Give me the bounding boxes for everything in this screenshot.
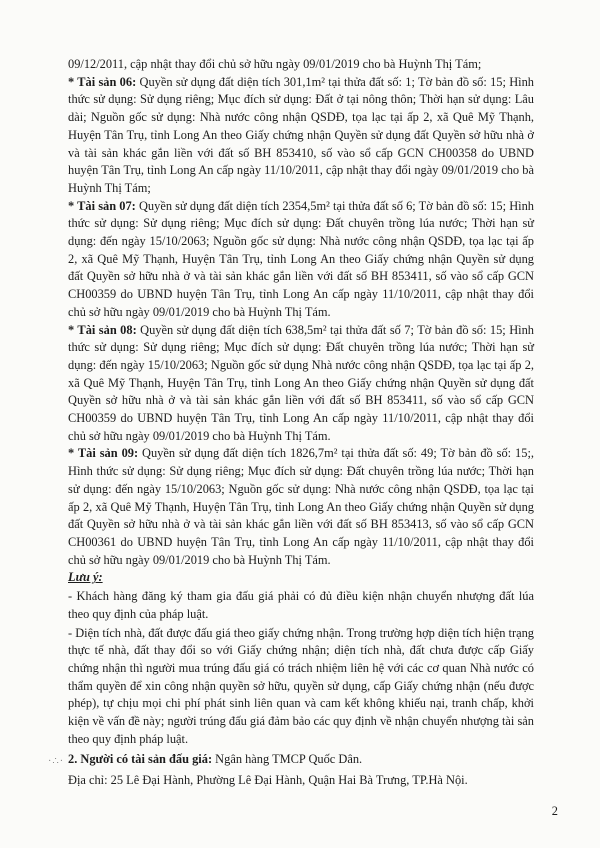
auction-owner-address: Địa chỉ: 25 Lê Đại Hành, Phường Lê Đại Hành, Quận Hai Bà Trưng, TP.Hà Nội. [68, 773, 468, 788]
asset-08 [68, 322, 534, 446]
asset-09-text: Quyền sử dụng đất diện tích 1826,7m² tại thửa đất số: 49; Tờ bản đồ số: 15;, Hình thức sử dụng: Sử dụng riêng; Mục đích sử dụng: Đất chuyên trồng lúa nước; Thời hạn sử dụng: đến ngày 15/10/2063; Nguồn gốc sử dụng: Nhà nước công nhận QSDĐ, tọa lạc tại ấp 2, xã Quê Mỹ Thạnh, Huyện Tân Trụ, tỉnh Long An theo Giấy chứng nhận Quyền sử dụng đất Quyền sở hữu nhà ở và tài sản khác gắn liền với đất số BH 853413, số vào sổ cấp GCN CH00361 do UBND huyện Tân Trụ, tỉnh Long An cấp ngày 11/10/2011, cập nhật thay đổi chủ sở hữu ngày 09/01/2019 cho bà Huỳnh Thị Tám. [68, 446, 534, 567]
asset-07-text: Quyền sử dụng đất diện tích 2354,5m² tại thửa đất số 6; Tờ bản đồ số: 15; Hình thức sử dụng: Sử dụng riêng; Mục đích sử dụng: Đất chuyên trồng lúa nước; Thời hạn sử dụng: đến ngày 15/10/2063; Nguồn gốc sử dụng: Nhà nước công nhận QSDĐ, tọa lạc tại ấp 2, xã Quê Mỹ Thạnh, Huyện Tân Trụ, tỉnh Long An theo Giấy chứng nhận Quyền sử dụng đất Quyền sở hữu nhà ở và tài sản khác gắn liền với đất số BH 853411, số vào sổ cấp GCN CH00359 do UBND huyện Tân Trụ, tỉnh Long An cấp ngày 11/10/2011, cập nhật thay đổi chủ sở hữu ngày 09/01/2019 cho bà Huỳnh Thị Tám. [68, 198, 534, 319]
asset-08-text: Quyền sử dụng đất diện tích 638,5m² tại thửa đất số 7; Tờ bản đồ số: 15; Hình thức sử dụng: Sử dụng riêng; Mục đích sử dụng: Đất chuyên trồng lúa nước; Thời hạn sử dụng: đến ngày 15/10/2063; Nguồn gốc sử dụng Nhà nước công nhận QSDĐ, tọa lạc tại ấp 2, xã Quê Mỹ Thạnh, Huyện Tân Trụ, tỉnh Long An theo Giấy chứng nhận Quyền sử dụng đất Quyền sở hữu nhà ở và tài sản khác gắn liền với đất số BH 853411, số vào sổ cấp GCN CH00359 do UBND huyện Tân Trụ, tỉnh Long An cấp ngày 11/10/2011, cập nhật thay đổi chủ sở hữu ngày 09/01/2019 cho bà Huỳnh Thị Tám. [68, 322, 534, 443]
scan-smudge-mark: ·∴· [48, 756, 65, 767]
note-item-1: - Khách hàng đăng ký tham gia đấu giá phải có đủ điều kiện nhận chuyển nhượng đất lúa theo quy định của pháp luật. [68, 589, 534, 621]
asset-07-label: * Tài sản 07: [68, 198, 136, 213]
page-number: 2 [551, 804, 558, 818]
asset-09-label: * Tài sản 09: [68, 446, 139, 461]
auction-owner-label: 2. Người có tài sản đấu giá: [68, 752, 213, 767]
asset-06-text: Quyền sử dụng đất diện tích 301,1m² tại thửa đất số: 1; Tờ bản đồ số: 15; Hình thức sử dụng: Sử dụng riêng; Mục đích sử dụng: Đất ở tại nông thôn; Thời hạn sử dụng: Lâu dài; Nguồn gốc sử dụng: Nhà nước công nhận QSDĐ, tọa lạc tại ấp 2, xã Quê Mỹ Thạnh, Huyện Tân Trụ, tỉnh Long An theo Giấy chứng nhận Quyền sử dụng đất Quyền sở hữu nhà ở và tài sản khác gắn liền với đất số BH 853410, số vào sổ cấp GCN CH00358 do UBND huyện Tân Trụ, tỉnh Long An cấp ngày 11/10/2011, cập nhật thay đổi ngày 09/01/2019 cho bà Huỳnh Thị Tám; [68, 74, 535, 195]
intro-line: 09/12/2011, cập nhật thay đổi chủ sở hữu ngày 09/01/2019 cho bà Huỳnh Thị Tám; [68, 57, 482, 71]
auction-owner-name: Ngân hàng TMCP Quốc Dân. [212, 752, 363, 767]
document-body [68, 56, 534, 790]
asset-07 [68, 198, 534, 322]
asset-09 [68, 445, 534, 569]
note-heading: Lưu ý: [68, 570, 103, 585]
note-item-2: - Diện tích nhà, đất được đấu giá theo giấy chứng nhận. Trong trường hợp diện tích hiện trạng thực tế nhà, đất thay đổi so với Giấy chứng nhận; diện tích nhà, đất chưa được cấp Giấy chứng nhận thì người mua trúng đấu giá có trách nhiệm liên hệ với các cơ quan Nhà nước có thẩm quyền để xin công nhận quyền sở hữu, quyền sử dụng, cấp Giấy chứng nhận (nếu được phép), tự chịu mọi chi phí phát sinh liên quan và cam kết không khiếu nại, tranh chấp, khởi kiện về vấn đề này; người trúng đấu giá đảm bảo các quy định về nhận chuyển nhượng tài sản theo quy định pháp luật. [68, 625, 534, 746]
asset-06-label: * Tài sản 06: [68, 74, 137, 89]
asset-08-label: * Tài sản 08: [68, 322, 137, 337]
asset-06 [68, 74, 534, 198]
auction-owner [68, 751, 534, 769]
